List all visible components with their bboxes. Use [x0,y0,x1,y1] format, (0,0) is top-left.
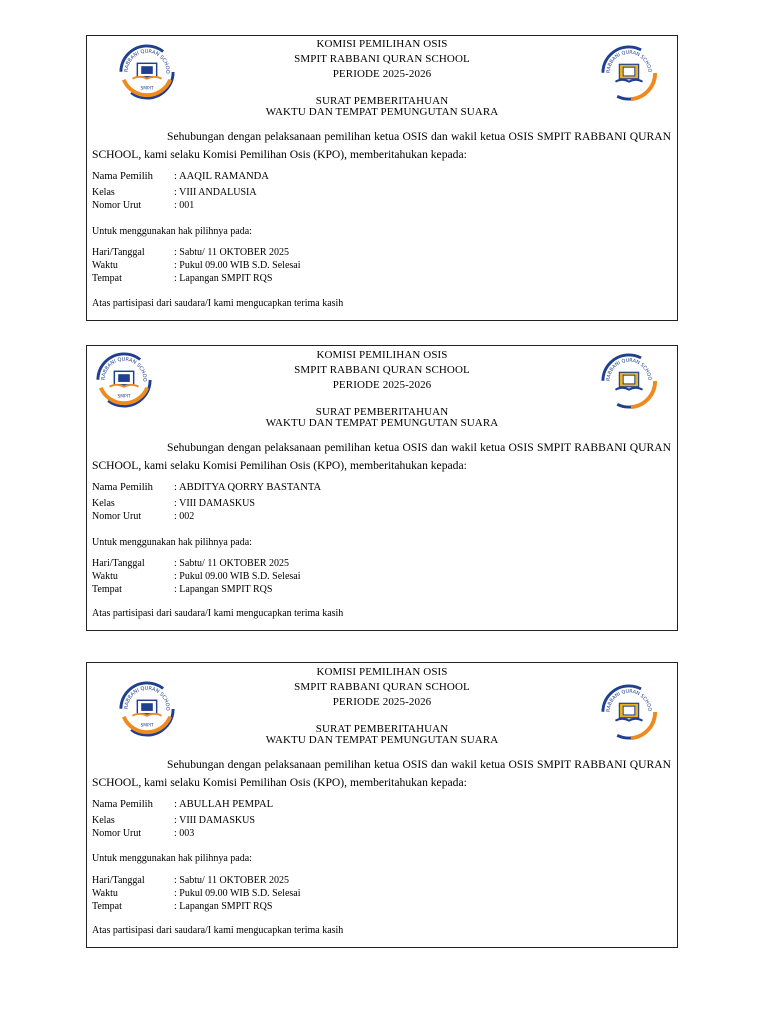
school-name: SMPIT RABBANI QURAN SCHOOL [294,364,470,376]
notification-card-3 [86,662,678,948]
usage-note: Untuk menggunakan hak pilihnya pada: [92,226,252,237]
svg-text:SMPIT: SMPIT [117,394,131,400]
header-block [87,37,677,82]
commission-name: KOMISI PEMILIHAN OSIS [316,38,448,50]
voter-name-row: Nama Pemilih : ABULLAH PEMPAL [92,799,274,810]
commission-name: KOMISI PEMILIHAN OSIS [316,666,448,678]
svg-text:SMPIT: SMPIT [140,86,154,92]
svg-text:SMPIT: SMPIT [140,723,154,729]
svg-text:RABBANI QURAN SCHOOL: RABBANI QURAN SCHOO [606,689,652,713]
header-block [87,665,677,713]
time-row: Waktu : Pukul 09.00 WIB S.D. Selesai [92,260,301,271]
letter-title: SURAT PEMBERITAHUAN WAKTU DAN TEMPAT PEMUNGUTAN SUARA [265,406,499,429]
intro-paragraph: Sehubungan dengan pelaksanaan pemilihan ketua OSIS dan wakil ketua OSIS SMPIT RABBANI QURAN SCHOOL, kami selaku Komisi Pemilihan Osis (KPO), memberitahukan kepada: [92,758,671,789]
period: PERIODE 2025-2026 [332,379,432,391]
intro-paragraph: Sehubungan dengan pelaksanaan pemilihan ketua OSIS dan wakil ketua OSIS SMPIT RABBANI QURAN SCHOOL, kami selaku Komisi Pemilihan Osis (KPO), memberitahukan kepada: [92,441,671,472]
number-row: Nomor Urut : 002 [92,511,195,522]
svg-text:RABBANI QURAN SCHOOL: RABBANI QURAN SCHOO [100,356,148,382]
closing-text: Atas partisipasi dari saudara/I kami mengucapkan terima kasih [92,925,344,936]
svg-text:RABBANI QURAN SCHOOL: RABBANI QURAN SCHOO [123,48,171,74]
date-row: Hari/Tanggal : Sabtu/ 11 OKTOBER 2025 [92,558,290,569]
class-row: Kelas : VIII ANDALUSIA [92,187,257,198]
usage-note: Untuk menggunakan hak pilihnya pada: [92,537,252,548]
date-row: Hari/Tanggal : Sabtu/ 11 OKTOBER 2025 [92,247,290,258]
svg-text:RABBANI QURAN SCHOOL: RABBANI QURAN SCHOO [606,50,652,74]
place-row: Tempat : Lapangan SMPIT RQS [92,273,273,284]
letter-title: SURAT PEMBERITAHUAN WAKTU DAN TEMPAT PEMUNGUTAN SUARA [265,723,499,746]
letter-title: SURAT PEMBERITAHUAN WAKTU DAN TEMPAT PEMUNGUTAN SUARA [265,95,499,118]
period: PERIODE 2025-2026 [332,696,432,708]
usage-note: Untuk menggunakan hak pilihnya pada: [92,853,252,864]
notification-card-2 [86,345,678,631]
class-row: Kelas : VIII DAMASKUS [92,815,255,826]
header-block [87,348,677,393]
svg-text:RABBANI QURAN SCHOOL: RABBANI QURAN SCHOO [606,358,652,382]
place-row: Tempat : Lapangan SMPIT RQS [92,901,273,912]
commission-name: KOMISI PEMILIHAN OSIS [316,349,448,361]
school-name: SMPIT RABBANI QURAN SCHOOL [294,53,470,65]
time-row: Waktu : Pukul 09.00 WIB S.D. Selesai [92,888,301,899]
closing-text: Atas partisipasi dari saudara/I kami mengucapkan terima kasih [92,298,344,309]
intro-paragraph: Sehubungan dengan pelaksanaan pemilihan ketua OSIS dan wakil ketua OSIS SMPIT RABBANI QURAN SCHOOL, kami selaku Komisi Pemilihan Osis (KPO), memberitahukan kepada: [92,130,671,161]
voter-name-row: Nama Pemilih : ABDITYA QORRY BASTANTA [92,482,322,493]
time-row: Waktu : Pukul 09.00 WIB S.D. Selesai [92,571,301,582]
svg-text:RABBANI QURAN SCHOOL: RABBANI QURAN SCHOO [123,685,171,711]
notification-card-1 [86,35,678,321]
school-name: SMPIT RABBANI QURAN SCHOOL [294,681,470,693]
number-row: Nomor Urut : 003 [92,828,195,839]
number-row: Nomor Urut : 001 [92,200,195,211]
place-row: Tempat : Lapangan SMPIT RQS [92,584,273,595]
closing-text: Atas partisipasi dari saudara/I kami mengucapkan terima kasih [92,608,344,619]
class-row: Kelas : VIII DAMASKUS [92,498,255,509]
period: PERIODE 2025-2026 [332,68,432,80]
date-row: Hari/Tanggal : Sabtu/ 11 OKTOBER 2025 [92,875,290,886]
voter-name-row: Nama Pemilih : AAQIL RAMANDA [92,171,269,182]
